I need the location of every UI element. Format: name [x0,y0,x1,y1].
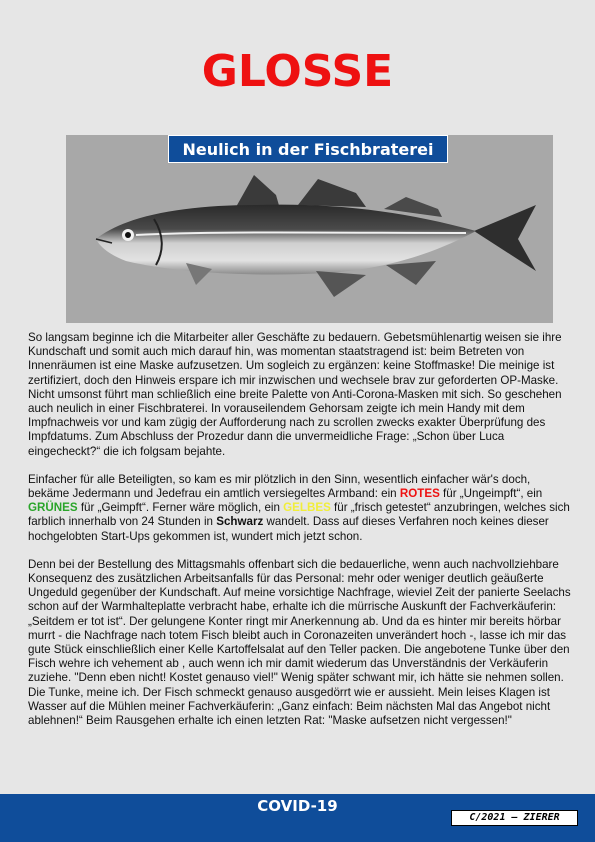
footer-label: COVID-19 [257,797,338,815]
gelbes-label: GELBES [283,501,331,515]
paragraph-1: So langsam beginne ich die Mitarbeiter aller Geschäfte zu bedauern. Gebetsmühlenartig weisen sie ihre Kundschaft und somit auch mich darauf hin, was momentan staatstragend ist: beim Betreten von Innenräumen ist eine Maske aufzusetzen. Um sogleich zu ergänzen: keine Stoffmaske! Die meinige ist zertifiziert, doch den Hinweis erspare ich mir inzwischen und wechsele brav zur geforderten OP-Maske. Nicht umsonst führt man schließlich eine breite Palette von Anti-Corona-Masken mit sich. So geschehen auch neulich in einer Fischbraterei. In vorauseilendem Gehorsam zeigte ich mein Handy mit dem Impfnachweis vor und kam zügig der Aufforderung nach zu scrollen zwecks exakter Überprüfung des Impfdatums. Zum Abschluss der Prozedur dann die unvermeidliche Frage: „Schon über Luca eingecheckt?“ die ich folgsam bejahte. [28,331,562,458]
gruenes-label: GRÜNES [28,501,78,515]
headline: Neulich in der Fischbraterei [168,135,448,163]
text-span: für „Geimpft“. Ferner wäre möglich, ein [77,501,284,515]
footer-bar [0,794,595,842]
credit-box: C/2021 – ZIERER [451,810,578,826]
hero-image [66,135,553,323]
rotes-label: ROTES [399,487,440,501]
paragraph-2 [28,473,573,544]
text-span: wandelt. Dass auf dieses Verfahren noch keines dieser hochgelobten Start-Ups gekommen ist, wundert mich jetzt schon. [28,515,549,543]
article-body [28,331,573,742]
text-span: für „Ungeimpft“, ein [439,487,543,501]
schwarz-label: Schwarz [216,515,264,529]
page-title: GLOSSE [201,46,394,97]
text-span: für „frisch getestet“ anzubringen, welches sich farblich innerhalb von 24 Stunden in [28,501,570,529]
paragraph-3: Denn bei der Bestellung des Mittagsmahls offenbart sich die bedauerliche, wenn auch nachvollziehbare Konsequenz des zusätzlichen Arbeitsanfalls für das Personal: mehr oder weniger deutlich geäußerte Ungeduld gegenüber der Kundschaft. Auf meine vorsichtige Nachfrage, wieviel Zeit der panierte Seelachs schon auf der Warmhalteplatte verbracht habe, erhalte ich die mürrische Auskunft der Fachverkäuferin: „Seitdem er tot ist“. Der gelungene Konter ringt mir Anerkennung ab. Und da es hinter mir bereits hörbar murrt - die Nachfrage nach totem Fisch bleibt auch in Coronazeiten unverändert hoch -, lasse ich mir das gute Stück einschließlich einer Kelle Kartoffelsalat auf den Teller packen. Die angebotene Tunke über den Fisch wehre ich vehement ab , auch wenn ich mir damit wiederum das Unverständnis der Verkäuferin zuziehe. "Denn eben nicht! Kostet genauso viel!" Wenig später schwant mir, ich hätte sie nehmen sollen. Die Tunke, meine ich. Der Fisch schmeckt genauso ausgedörrt wie er aussieht. Mein leises Klagen ist Wasser auf die Mühlen meiner Fachverkäuferin: „Ganz einfach: Beim nächsten Mal das Angebot nicht ablehnen!“ Beim Rausgehen erhalte ich einen letzten Rat: "Maske aufsetzen nicht vergessen!" [28,557,571,728]
text-span: Einfacher für alle Beteiligten, so kam es mir plötzlich in den Sinn, wesentlich einfacher wär's doch, bekäme Jedermann und Jedefrau ein amtlich versiegeltes Armband: ein [28,472,531,501]
